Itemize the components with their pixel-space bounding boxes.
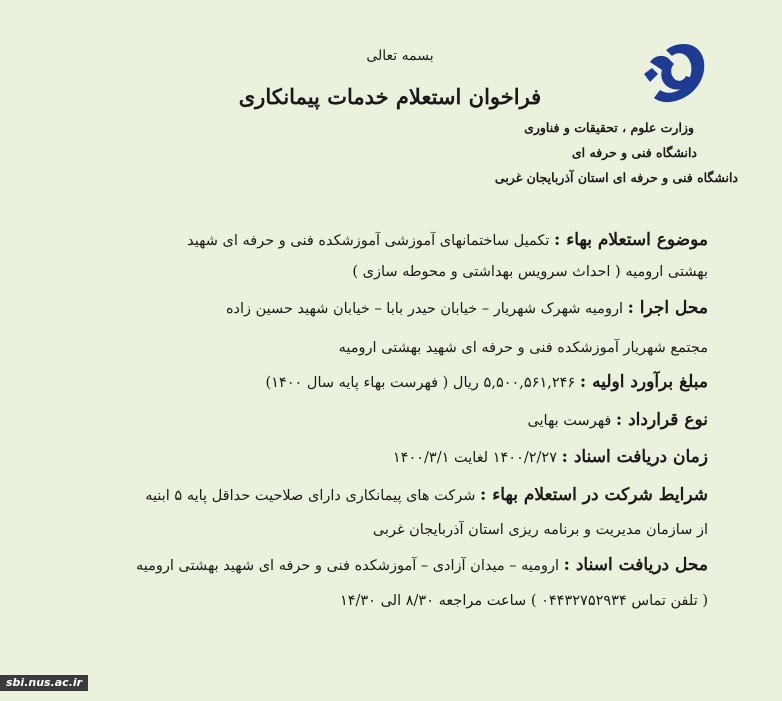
estimate-label: مبلغ برآورد اولیه :: [579, 372, 708, 392]
doc-place-line: [136, 554, 708, 577]
doc-place-label: محل دریافت اسناد :: [563, 555, 708, 575]
site-watermark: sbi.nus.ac.ir: [0, 675, 88, 691]
doc-time-line: [393, 446, 708, 469]
location-label: محل اجرا :: [627, 298, 708, 318]
location-line: [226, 297, 708, 320]
org-line-province: دانشگاه فنی و حرفه ای استان آذربایجان غربی: [494, 170, 738, 185]
doc-time-label: زمان دریافت اسناد :: [561, 447, 708, 467]
subject-label: موضوع استعلام بهاء :: [554, 230, 708, 250]
doc-time-value: ۱۴۰۰/۲/۲۷ لغایت ۱۴۰۰/۳/۱: [392, 450, 558, 466]
location-cont: مجتمع شهریار آموزشکده فنی و حرفه ای شهید بهشتی ارومیه: [338, 340, 708, 356]
contract-value: فهرست بهایی: [527, 413, 612, 429]
subject-line: [187, 229, 708, 252]
estimate-value: ۵,۵۰۰,۵۶۱,۲۴۶ ریال ( فهرست بهاء پایه سال ۱۴۰۰): [265, 375, 576, 391]
conditions-label: شرایط شرکت در استعلام بهاء :: [480, 485, 708, 505]
tvu-logo-icon: [640, 38, 708, 108]
contract-label: نوع قرارداد :: [615, 410, 708, 430]
doc-place-cont: ( تلفن تماس ۰۴۴۳۲۷۵۲۹۳۴ ) ساعت مراجعه ۸/۳۰ الی ۱۴/۳۰: [339, 593, 708, 609]
page-title: فراخوان استعلام خدمات پیمانکاری: [238, 84, 542, 109]
basmala-heading: بسمه تعالی: [366, 48, 434, 64]
subject-value: تکمیل ساختمانهای آموزشی آموزشکده فنی و حرفه ای شهید: [187, 233, 550, 249]
conditions-value: شرکت های پیمانکاری دارای صلاحیت حداقل پایه ۵ ابنیه: [145, 488, 476, 504]
doc-place-value: ارومیه – میدان آزادی – آموزشکده فنی و حرفه ای شهید بهشتی ارومیه: [136, 558, 560, 574]
conditions-cont: از سازمان مدیریت و برنامه ریزی استان آذربایجان غربی: [372, 522, 708, 538]
subject-cont: بهشتی ارومیه ( احداث سرویس بهداشتی و محوطه سازی ): [352, 264, 708, 280]
estimate-line: [265, 371, 708, 394]
location-value: ارومیه شهرک شهریار – خیابان حیدر بابا – خیابان شهید حسین زاده: [225, 301, 623, 317]
org-line-university: دانشگاه فنی و حرفه ای: [571, 145, 697, 160]
org-line-ministry: وزارت علوم ، تحقیقات و فناوری: [524, 120, 694, 135]
conditions-line: [145, 484, 708, 507]
contract-line: [527, 409, 708, 432]
